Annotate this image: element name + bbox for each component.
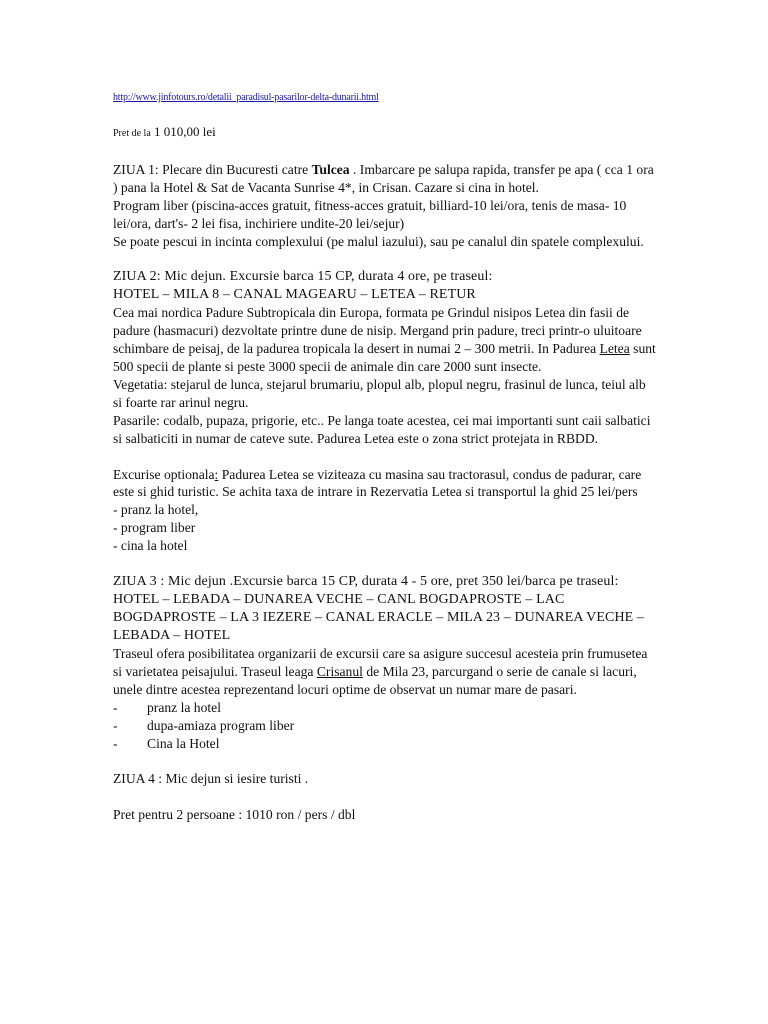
optional-item: - cina la hotel — [113, 538, 188, 554]
day2-desc-b: sunt 500 specii de plante si peste 3000 specii de animale din care 2000 sunt insecte. — [113, 341, 656, 375]
day2-letea-link: Letea — [599, 341, 630, 357]
tour-link[interactable]: http://www.jinfotours.ro/detalii_paradisul-pasarilor-delta-dunarii.html — [113, 92, 379, 103]
day3-description — [113, 645, 658, 699]
day3-item-dash: - — [113, 699, 118, 715]
day2-vegetation: Vegetatia: stejarul de lunca, stejarul brumariu, plopul alb, plopul negru, frasinul de lunca, teiul alb si foarte rar arinul negru. — [113, 377, 646, 410]
day3-item-text: dupa-amiaza program liber — [147, 717, 295, 733]
day1-program: Program liber (piscina-acces gratuit, fitness-acces gratuit, billiard-10 lei/ora, tenis de masa- 10 lei/ora, dart's- 2 lei fisa, inchiriere undite-20 lei/sejur) — [113, 197, 627, 231]
day3-desc-b: de Mila 23, parcurgand o serie de canale si lacuri, unele dintre acestea reprezentand locuri optime de observat un numar mare de pasari. — [113, 663, 637, 697]
day3-route: HOTEL – LEBADA – DUNAREA VECHE – CANL BOGDAPROSTE – LAC BOGDAPROSTE – LA 3 IEZERE – CANAL ERACLE – MILA 23 – DUNAREA VECHE – LEBADA – HOTEL — [113, 591, 645, 643]
day3-item — [113, 717, 658, 735]
day4-text: ZIUA 4 : Mic dejun si iesire turisti . — [113, 771, 309, 787]
day3-crisanul-link: Crisanul — [316, 663, 363, 679]
day3-desc-a: Traseul ofera posibilitatea organizarii de excursii care sa asigure succesul acesteia prin frumusetea si varietatea peisajului. Traseul leaga — [113, 645, 648, 679]
day3-item-text: pranz la hotel — [147, 699, 221, 715]
day3-item-dash: - — [113, 717, 118, 733]
day1-intro — [113, 161, 658, 197]
price-from — [113, 124, 658, 140]
day2-desc-a: Cea mai nordica Padure Subtropicala din Europa, formata pe Grindul nisipos Letea din fasii de padure (hasmacuri) dezvoltate printre dune de nisip. Mergand prin padure, treci printr-o uluitoare schimbare de peisaj, de la padurea tropicala la desert in numai 2 – 300 metrii. In Padurea — [113, 305, 642, 357]
day3-item — [113, 735, 658, 753]
day3-title: ZIUA 3 : Mic dejun .Excursie barca 15 CP, durata 4 - 5 ore, pret 350 lei/barca pe traseul: — [113, 573, 619, 589]
optional-excursion — [113, 466, 658, 502]
price-from-value: 1 010,00 lei — [154, 124, 216, 139]
day3-item-dash: - — [113, 735, 118, 751]
day2-description — [113, 304, 658, 376]
day1-intro-b: . Imbarcare pe salupa rapida, transfer pe apa ( cca 1 ora ) pana la Hotel & Sat de Vacanta Sunrise 4*, in Crisan. Cazare si cina in hotel. — [113, 162, 654, 195]
day2-birds: Pasarile: codalb, pupaza, prigorie, etc.. Pe langa toate acestea, cei mai importanti sunt caii salbatici si salbaticiti in numar de cateve sute. Padurea Letea este o zona strict protejata in RBDD. — [113, 412, 651, 446]
day2-title: ZIUA 2: Mic dejun. Excursie barca 15 CP, durata 4 ore, pe traseul: — [113, 269, 493, 285]
day2-route: HOTEL – MILA 8 – CANAL MAGEARU – LETEA – RETUR — [113, 287, 476, 303]
document-page — [113, 92, 658, 824]
optional-label: Excurise optionala — [113, 466, 215, 482]
day1-tulcea: Tulcea — [311, 162, 350, 177]
day3-item — [113, 699, 658, 717]
day3-item-text: Cina la Hotel — [147, 735, 220, 751]
price-from-label: Pret de la — [113, 128, 151, 139]
day1-intro-a: ZIUA 1: Plecare din Bucuresti catre — [113, 162, 312, 177]
optional-item: - pranz la hotel, — [113, 502, 199, 518]
optional-text: Padurea Letea se viziteaza cu masina sau tractorasul, condus de padurar, care este si ghid turistic. Se achita taxa de intrare in Rezervatia Letea si transportul la ghid 25 lei/pers — [113, 466, 642, 500]
day1-fishing: Se poate pescui in incinta complexului (pe malul iazului), sau pe canalul din spatele complexului. — [113, 233, 644, 249]
optional-item: - program liber — [113, 520, 196, 536]
price-bottom: Pret pentru 2 persoane : 1010 ron / pers / dbl — [113, 807, 356, 823]
optional-colon: : — [214, 466, 219, 482]
